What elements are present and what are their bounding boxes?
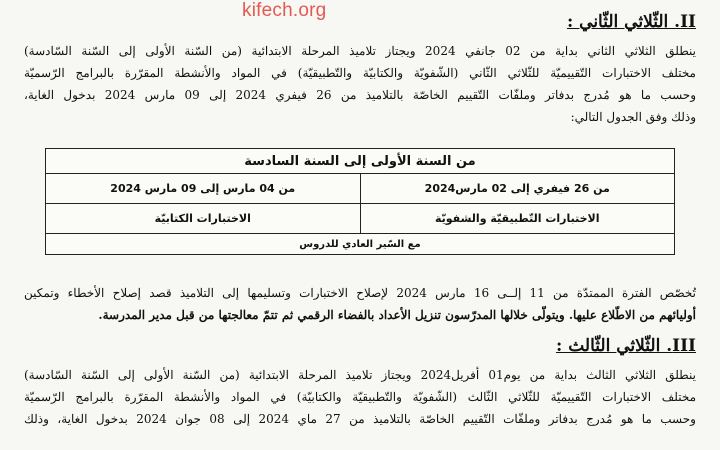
paragraph-line: وحسب ما هو مُدرج بدفاتر وملفّات التّقييم الخاصّة بالتلاميذ من 26 فيفري 2024 إلى 09 مارس 2024 بدخول الغاية،	[24, 88, 696, 102]
section-3-heading: III. الثّلاثي الثّالث :	[556, 336, 696, 356]
paragraph-line: ينطلق الثلاثي الثاني بداية من 02 جانفي 2024 ويجتاز تلاميذ المرحلة الابتدائية (من السّنة الأولى إلى السّنة السّادسة)	[24, 44, 696, 58]
table-header-cell: من السنة الأولى إلى السنة السادسة	[46, 149, 675, 174]
evaluation-schedule-table	[45, 148, 675, 255]
period-1-cell: من 26 فيفري إلى 02 مارس2024	[360, 174, 675, 204]
paragraph-line: مختلف الاختبارات التّقييميّة للثّلاثي الثّاني (الشّفويّة والكتابيّة والتّطبيقيّة) في المواد والأنشطة المقرّرة بالبرامج الرّسميّة	[24, 66, 696, 80]
period-2-cell: من 04 مارس إلى 09 مارس 2024	[46, 174, 361, 204]
paragraph-line: ينطلق الثلاثي الثالث بداية من يوم01 أفريل2024 ويجتاز تلاميذ المرحلة الابتدائية (من السّنة الأولى إلى السّنة السّادسة)	[24, 368, 696, 382]
watermark-logo: kifech.org	[242, 0, 327, 21]
section-3-paragraph	[24, 364, 696, 430]
section-2-heading: II. الثّلاثي الثّاني :	[566, 12, 696, 32]
paragraph-line: تُخصّص الفترة الممتدّة من 11 إلــى 16 مارس 2024 لإصلاح الاختبارات وتسليمها إلى التلاميذ قصد إصلاح الأخطاء وتمكين	[24, 286, 696, 300]
section-2-paragraph	[24, 40, 696, 128]
paragraph-line: وذلك وفق الجدول التالي:	[570, 110, 696, 124]
table-note-cell: مع السّير العادي للدروس	[46, 234, 675, 255]
exam-type-2-cell: الاختبارات الكتابيّة	[46, 204, 361, 234]
paragraph-line: وحسب ما هو مُدرج بدفاتر وملفّات التّقييم الخاصّة بالتلاميذ من 27 ماي 2024 إلى 08 جوان 2024 بدخول الغاية، وذلك	[24, 412, 696, 426]
exam-type-1-cell: الاختبارات التّطبيقيّة والشفويّة	[360, 204, 675, 234]
after-table-paragraph	[24, 282, 696, 326]
paragraph-line: مختلف الاختبارات التّقييميّة للثّلاثي الثّالث (الشّفويّة والتّطبيقيّة والكتابيّة) في المواد والأنشطة المقرّرة بالبرامج الرّسميّة	[24, 390, 696, 404]
paragraph-line: أوليائهم من الاطّلاع عليها. ويتولّى خلالها المدرّسون تنزيل الأعداد بالفضاء الرقمي ثم تتمّ معالجتها من قبل مدير المدرسة.	[98, 308, 696, 322]
